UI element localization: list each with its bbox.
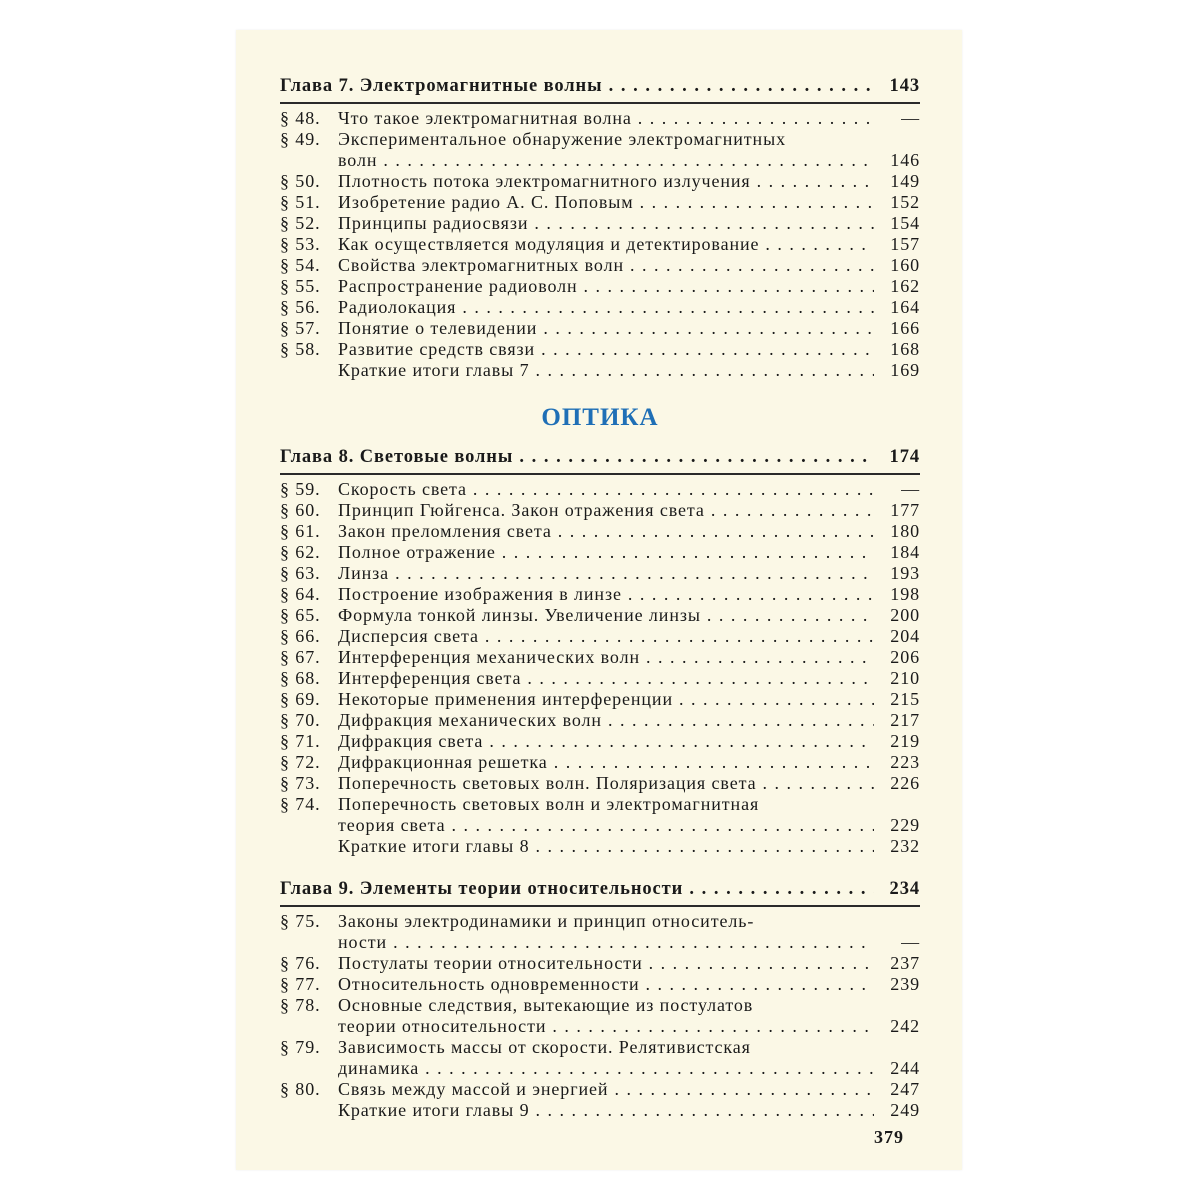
entry-page: 164 (890, 297, 920, 317)
section-number: § 66. (280, 626, 321, 646)
entry-page: 217 (890, 710, 920, 730)
entry-page: 239 (890, 974, 920, 994)
entry-title: теория света . . . (338, 815, 874, 836)
entry-title: Плотность потока электромагнитного излучения . . . (338, 171, 874, 192)
entry-page: 154 (890, 213, 920, 233)
chapter-title: Глава 8. Световые волны . . . (280, 447, 874, 468)
chapter-title: Глава 7. Электромагнитные волны . . . (280, 76, 874, 97)
toc-entry (280, 995, 920, 1016)
toc-entry (280, 360, 920, 381)
entry-page: 249 (890, 1100, 920, 1120)
entry-title: теории относительности . . . (338, 1016, 874, 1037)
entry-title: Что такое электромагнитная волна . . . (338, 108, 874, 129)
entry-page: 210 (890, 668, 920, 688)
entry-title: Закон преломления света . . . (338, 521, 874, 542)
entry-title: Интерференция механических волн . . . (338, 647, 874, 668)
entry-page: — (901, 108, 920, 128)
toc-entry (280, 150, 920, 171)
entry-title: Построение изображения в линзе . . . (338, 584, 874, 605)
entry-title: Радиолокация . . . (338, 297, 874, 318)
entry-page: 160 (890, 255, 920, 275)
section-number: § 70. (280, 710, 321, 730)
entry-page: 177 (890, 500, 920, 520)
toc-entry (280, 563, 920, 584)
entry-title: Краткие итоги главы 8 . . . (338, 836, 874, 857)
entry-title: Относительность одновременности . . . (338, 974, 874, 995)
entry-page: 169 (890, 360, 920, 380)
toc-entry (280, 213, 920, 234)
toc-entry (280, 255, 920, 276)
entry-title: волн . . . (338, 150, 874, 171)
entry-title: Основные следствия, вытекающие из постулатов (338, 995, 754, 1015)
section-number: § 48. (280, 108, 321, 128)
entry-title: Зависимость массы от скорости. Релятивистская (338, 1037, 751, 1057)
entry-title: Некоторые применения интерференции . . . (338, 689, 874, 710)
entry-title: динамика . . . (338, 1058, 874, 1079)
toc-entry (280, 479, 920, 500)
entry-page: 152 (890, 192, 920, 212)
chapter-page: 143 (889, 76, 920, 96)
toc-entry (280, 1037, 920, 1058)
entry-page: 223 (890, 752, 920, 772)
toc-entry (280, 815, 920, 836)
entry-page: 206 (890, 647, 920, 667)
section-number: § 59. (280, 479, 321, 499)
entry-title: Поперечность световых волн и электромагнитная (338, 794, 760, 814)
section-number: § 51. (280, 192, 321, 212)
toc-entry (280, 689, 920, 710)
section-number: § 80. (280, 1079, 321, 1099)
toc-entry (280, 318, 920, 339)
section-number: § 60. (280, 500, 321, 520)
toc-entry (280, 911, 920, 932)
entry-page: 146 (890, 150, 920, 170)
entry-page: 168 (890, 339, 920, 359)
toc-entry (280, 129, 920, 150)
toc-entry (280, 953, 920, 974)
toc-entry (280, 1058, 920, 1079)
toc-entry (280, 794, 920, 815)
toc-entry (280, 1016, 920, 1037)
entry-title: Краткие итоги главы 7 . . . (338, 360, 874, 381)
section-number: § 50. (280, 171, 321, 191)
chapter-heading-8 (280, 447, 920, 468)
entry-title: Понятие о телевидении . . . (338, 318, 874, 339)
entry-title: Формула тонкой линзы. Увеличение линзы . . . (338, 605, 874, 626)
toc-entry (280, 297, 920, 318)
entry-page: 226 (890, 773, 920, 793)
entry-page: 157 (890, 234, 920, 254)
chapter-9-entries (280, 911, 920, 1121)
section-number: § 55. (280, 276, 321, 296)
entry-title: Интерференция света . . . (338, 668, 874, 689)
entry-title: ности . . . (338, 932, 874, 953)
section-number: § 76. (280, 953, 321, 973)
section-number: § 65. (280, 605, 321, 625)
entry-page: 184 (890, 542, 920, 562)
toc-entry (280, 276, 920, 297)
section-number: § 67. (280, 647, 321, 667)
section-number: § 68. (280, 668, 321, 688)
entry-title: Свойства электромагнитных волн . . . (338, 255, 874, 276)
toc-entry (280, 605, 920, 626)
entry-title: Дифракционная решетка . . . (338, 752, 874, 773)
chapter-8-entries (280, 479, 920, 857)
book-page (236, 30, 962, 1170)
entry-page: — (901, 932, 920, 952)
entry-page: 180 (890, 521, 920, 541)
entry-page: 232 (890, 836, 920, 856)
section-number: § 49. (280, 129, 321, 149)
entry-page: 237 (890, 953, 920, 973)
entry-title: Линза . . . (338, 563, 874, 584)
entry-page: 219 (890, 731, 920, 751)
chapter-title: Глава 9. Элементы теории относительности . . . (280, 879, 874, 900)
toc-entry (280, 626, 920, 647)
entry-title: Развитие средств связи . . . (338, 339, 874, 360)
section-number: § 52. (280, 213, 321, 233)
toc-entry (280, 542, 920, 563)
chapter-rule (280, 905, 920, 907)
toc-entry (280, 339, 920, 360)
toc-entry (280, 500, 920, 521)
toc-entry (280, 731, 920, 752)
section-number: § 62. (280, 542, 321, 562)
entry-title: Дисперсия света . . . (338, 626, 874, 647)
entry-title: Постулаты теории относительности . . . (338, 953, 874, 974)
section-number: § 72. (280, 752, 321, 772)
toc-entry (280, 1079, 920, 1100)
entry-page: 204 (890, 626, 920, 646)
page-number: 379 (874, 1127, 904, 1147)
chapter-7-entries (280, 108, 920, 381)
entry-page: 193 (890, 563, 920, 583)
toc-entry (280, 974, 920, 995)
toc-entry (280, 932, 920, 953)
entry-page: 198 (890, 584, 920, 604)
entry-title: Полное отражение . . . (338, 542, 874, 563)
section-number: § 58. (280, 339, 321, 359)
entry-title: Изобретение радио А. С. Поповым . . . (338, 192, 874, 213)
chapter-rule (280, 102, 920, 104)
section-number: § 79. (280, 1037, 321, 1057)
entry-title: Экспериментальное обнаружение электромагнитных (338, 129, 786, 149)
section-number: § 56. (280, 297, 321, 317)
entry-title: Дифракция механических волн . . . (338, 710, 874, 731)
entry-page: 149 (890, 171, 920, 191)
chapter-rule (280, 473, 920, 475)
toc-entry (280, 836, 920, 857)
entry-title: Как осуществляется модуляция и детектирование . . . (338, 234, 874, 255)
section-number: § 77. (280, 974, 321, 994)
entry-title: Принцип Гюйгенса. Закон отражения света . . . (338, 500, 874, 521)
chapter-page: 174 (889, 447, 920, 467)
entry-title: Дифракция света . . . (338, 731, 874, 752)
entry-page: 162 (890, 276, 920, 296)
toc-entry (280, 752, 920, 773)
chapter-page: 234 (889, 879, 920, 899)
section-number: § 54. (280, 255, 321, 275)
section-number: § 63. (280, 563, 321, 583)
section-number: § 57. (280, 318, 321, 338)
chapter-spacer (280, 857, 920, 879)
entry-title: Законы электродинамики и принцип относитель- (338, 911, 755, 931)
section-heading: ОПТИКА (541, 404, 659, 431)
entry-title: Поперечность световых волн. Поляризация света . . . (338, 773, 874, 794)
entry-page: 247 (890, 1079, 920, 1099)
toc-entry (280, 668, 920, 689)
toc-entry (280, 521, 920, 542)
entry-page: — (901, 479, 920, 499)
entry-title: Краткие итоги главы 9 . . . (338, 1100, 874, 1121)
toc-entry (280, 647, 920, 668)
entry-title: Связь между массой и энергией . . . (338, 1079, 874, 1100)
toc-entry (280, 584, 920, 605)
toc-entry (280, 234, 920, 255)
entry-page: 200 (890, 605, 920, 625)
toc-entry (280, 773, 920, 794)
table-of-contents (280, 76, 920, 1121)
section-number: § 69. (280, 689, 321, 709)
entry-title: Скорость света . . . (338, 479, 874, 500)
section-number: § 64. (280, 584, 321, 604)
section-number: § 73. (280, 773, 321, 793)
chapter-heading-9 (280, 879, 920, 900)
section-number: § 61. (280, 521, 321, 541)
toc-entry (280, 171, 920, 192)
section-number: § 74. (280, 794, 321, 814)
entry-title: Распространение радиоволн . . . (338, 276, 874, 297)
section-number: § 71. (280, 731, 321, 751)
toc-entry (280, 192, 920, 213)
toc-entry (280, 1100, 920, 1121)
toc-entry (280, 710, 920, 731)
section-number: § 78. (280, 995, 321, 1015)
entry-page: 229 (890, 815, 920, 835)
entry-page: 242 (890, 1016, 920, 1036)
entry-page: 215 (890, 689, 920, 709)
entry-page: 166 (890, 318, 920, 338)
entry-page: 244 (890, 1058, 920, 1078)
toc-entry (280, 108, 920, 129)
section-number: § 53. (280, 234, 321, 254)
entry-title: Принципы радиосвязи . . . (338, 213, 874, 234)
section-number: § 75. (280, 911, 321, 931)
chapter-heading-7 (280, 76, 920, 97)
